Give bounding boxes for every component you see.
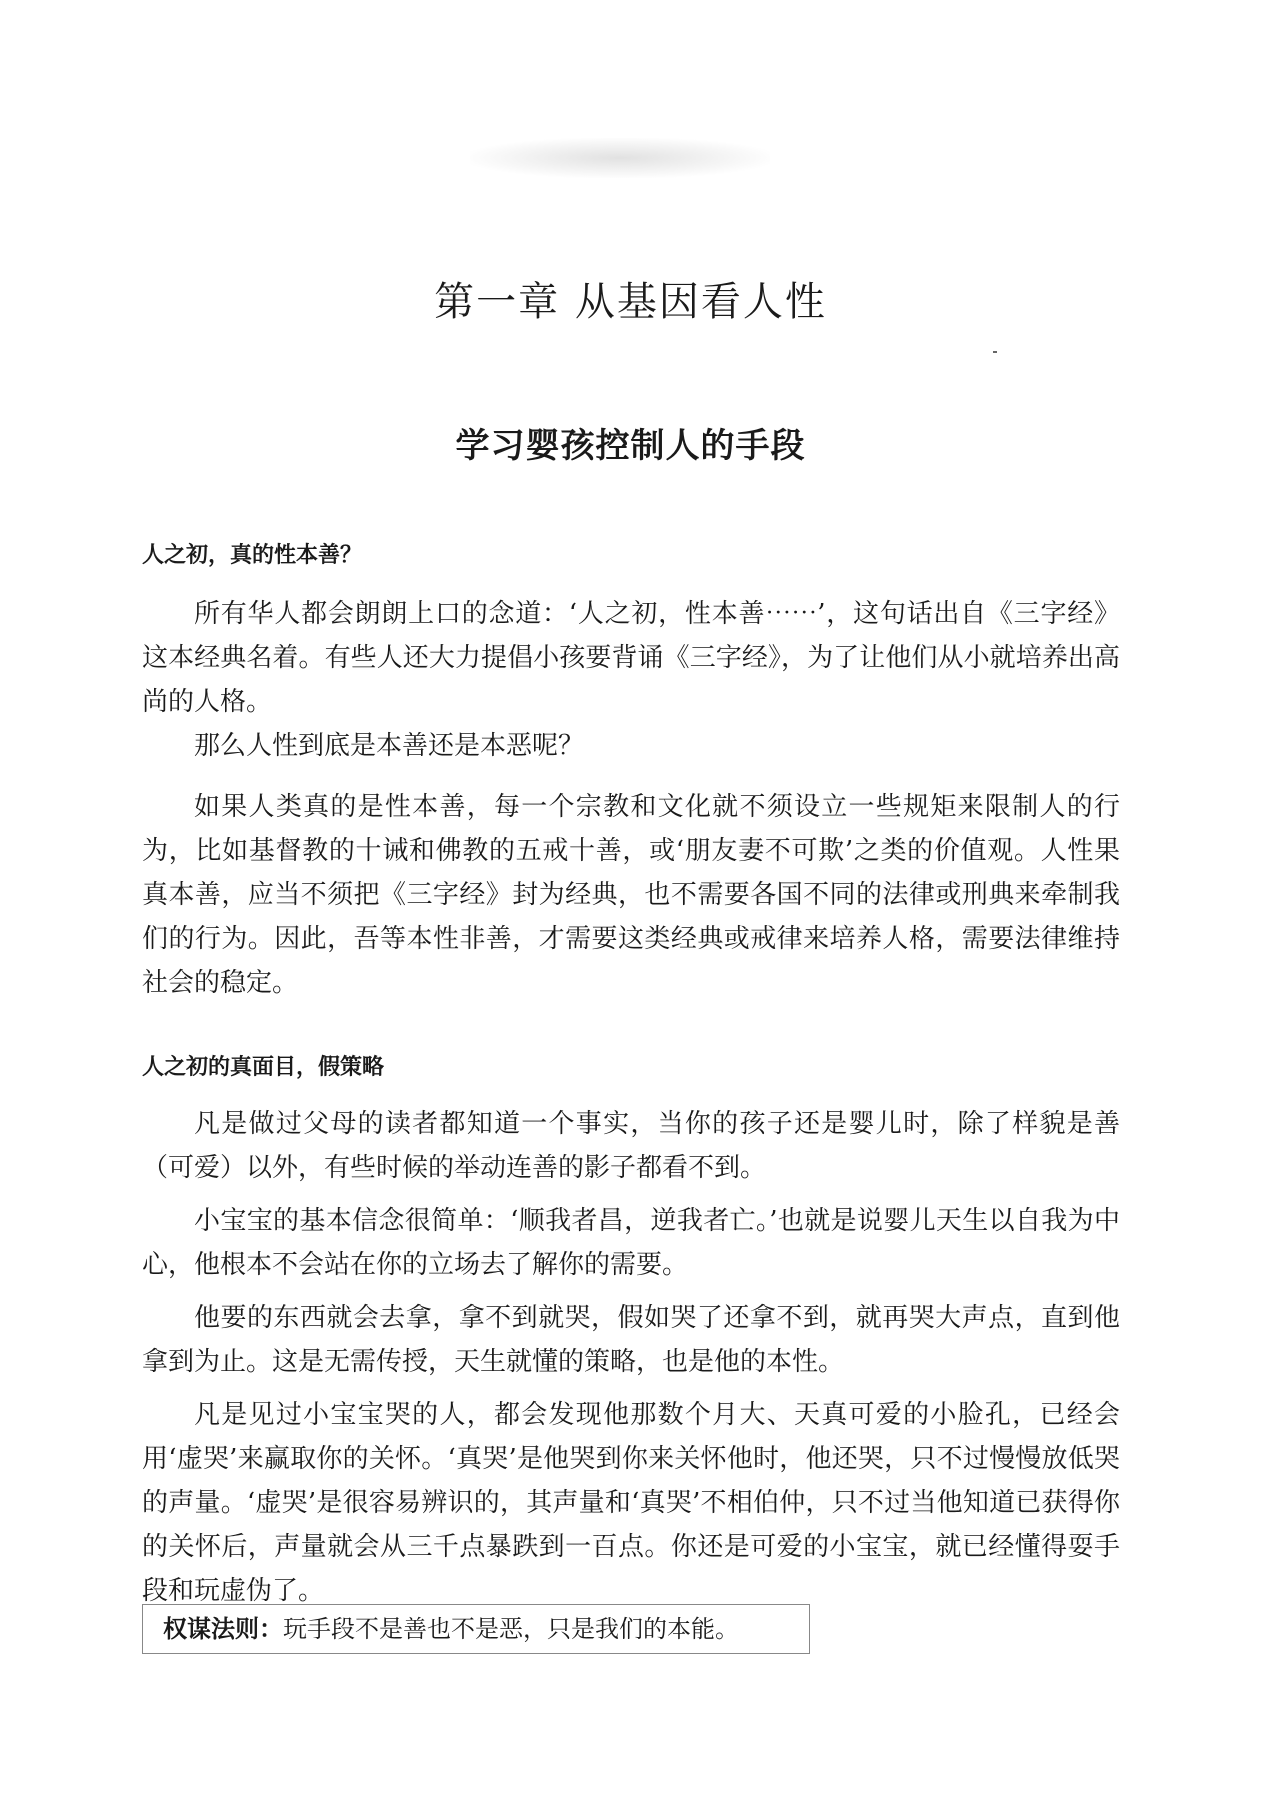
paragraph: 小宝宝的基本信念很简单：‘顺我者昌，逆我者亡。’也就是说婴儿天生以自我为中心，他根本不会站在你的立场去了解你的需要。 — [142, 1206, 1120, 1280]
scan-smudge — [470, 138, 770, 178]
scan-dot — [993, 351, 997, 353]
rule-text: 玩手段不是善也不是恶，只是我们的本能。 — [283, 1615, 739, 1643]
paragraph: 所有华人都会朗朗上口的念道：‘人之初，性本善⋯⋯’，这句话出自《三字经》这本经典名着。有些人还大力提倡小孩要背诵《三字经》，为了让他们从小就培养出高尚的人格。 — [142, 599, 1120, 717]
rule-label: 权谋法则： — [163, 1614, 283, 1643]
paragraph: 他要的东西就会去拿，拿不到就哭，假如哭了还拿不到，就再哭大声点，直到他拿到为止。这是无需传授，天生就懂的策略，也是他的本性。 — [142, 1303, 1120, 1377]
chapter-title: 第一章 从基因看人性 — [434, 279, 827, 325]
rule-box — [142, 1604, 810, 1654]
section-title: 学习婴孩控制人的手段 — [455, 426, 806, 466]
paragraph: 凡是见过小宝宝哭的人，都会发现他那数个月大、天真可爱的小脸孔，已经会用‘虚哭’来赢取你的关怀。‘真哭’是他哭到你来关怀他时，他还哭，只不过慢慢放低哭的声量。‘虚哭’是很容易辨识的，其声量和‘真哭’不相伯仲，只不过当他知道已获得你的关怀后，声量就会从三千点暴跌到一百点。你还是可爱的小宝宝，就已经懂得耍手段和玩虚伪了。 — [142, 1400, 1120, 1606]
paragraph: 凡是做过父母的读者都知道一个事实，当你的孩子还是婴儿时，除了样貌是善（可爱）以外，有些时候的举动连善的影子都看不到。 — [142, 1109, 1120, 1183]
subheading-1: 人之初，真的性本善？ — [142, 542, 363, 568]
paragraph: 如果人类真的是性本善，每一个宗教和文化就不须设立一些规矩来限制人的行为，比如基督教的十诫和佛教的五戒十善，或‘朋友妻不可欺’之类的价值观。人性果真本善，应当不须把《三字经》封为经典，也不需要各国不同的法律或刑典来牵制我们的行为。因此，吾等本性非善，才需要这类经典或戒律来培养人格，需要法律维持社会的稳定。 — [142, 792, 1120, 998]
paragraph: 那么人性到底是本善还是本恶呢？ — [194, 731, 585, 761]
subheading-2: 人之初的真面目，假策略 — [142, 1054, 385, 1080]
